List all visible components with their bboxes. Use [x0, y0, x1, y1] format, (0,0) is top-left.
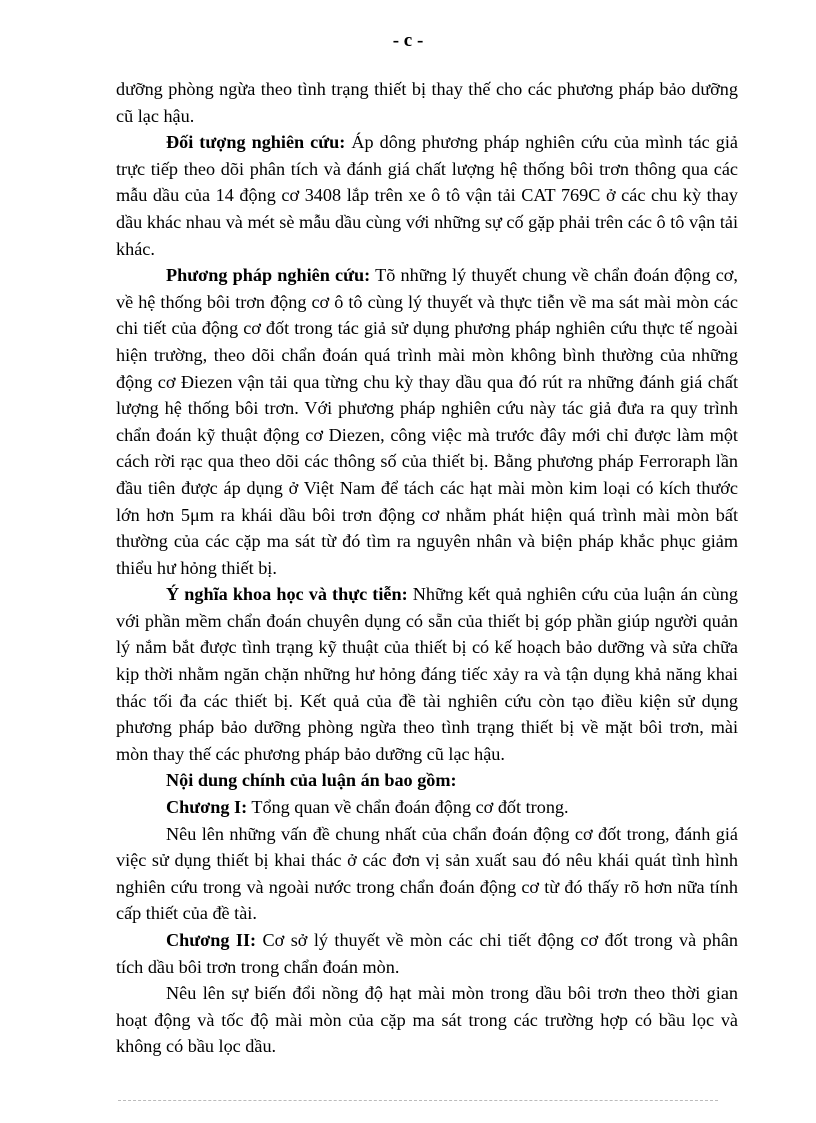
paragraph-significance — [116, 581, 738, 767]
text-research-object: Áp dông phương pháp nghiên cứu của mình tác giả trực tiếp theo dõi phân tích và đánh giá chất lượng hệ thống bôi trơn thông qua các mẫu dầu của 14 động cơ 3408 lắp trên xe ô tô vận tải CAT 769C ở các chu kỳ thay dầu khác nhau và mét sè mẫu dầu cùng với những sự cố gặp phải trên các ô tô vận tải khác. — [116, 132, 738, 259]
heading-chapter-2: Chương II: — [166, 930, 257, 950]
paragraph-chapter-1-title — [116, 794, 738, 821]
paragraph-research-method — [116, 262, 738, 581]
heading-research-object: Đối tượng nghiên cứu: — [166, 132, 346, 153]
text-research-method: Tõ những lý thuyết chung về chẩn đoán động cơ, về hệ thống bôi trơn động cơ ô tô cùng lý thuyết và thực tiễn về ma sát mài mòn các chi tiết của động cơ đốt trong tác giả sử dụng phương pháp nghiên cứu thực tế ngoài hiện trường, theo dõi chẩn đoán quá trình mài mòn không bình thường của những động cơ Điezen vận tải qua từng chu kỳ thay dầu qua đó rút ra những đánh giá chất lượng hệ thống bôi trơn. Với phương pháp nghiên cứu này tác giả đưa ra quy trình chẩn đoán kỹ thuật động cơ Diezen, công việc mà trước đây mới chỉ được làm một cách rời rạc qua theo dõi các thông số của thiết bị. Bằng phương pháp Ferroraph lần đầu tiên được áp dụng ở Việt Nam để tách các hạt mài mòn kim loại có kích thước lớn hơn 5μm ra khái dầu bôi trơn động cơ nhằm phát hiện quá trình mài mòn bất thường của các cặp ma sát từ đó tìm ra nguyên nhân và biện pháp khắc phục giảm thiểu hư hỏng thiết bị. — [116, 265, 738, 578]
heading-significance: Ý nghĩa khoa học và thực tiễn: — [166, 584, 408, 605]
text-significance: Những kết quả nghiên cứu của luận án cùng với phần mềm chẩn đoán chuyên dụng có sẵn của thiết bị góp phần giúp người quản lý nắm bắt được tình trạng kỹ thuật của thiết bị có kế hoạch bảo dưỡng và sửa chữa kịp thời nhằm ngăn chặn những hư hỏng đáng tiếc xảy ra và tận dụng khả năng khai thác tối đa các thiết bị. Kết quả của đề tài nghiên cứu còn tạo điều kiện sử dụng phương pháp bảo dưỡng phòng ngừa theo tình trạng thiết bị về mặt bôi trơn, mài mòn thay thế các phương pháp bảo dưỡng cũ lạc hậu. — [116, 584, 738, 764]
text-chapter-1-title: Tổng quan về chẩn đoán động cơ đốt trong. — [247, 797, 569, 818]
page-number: - c - — [392, 30, 424, 51]
paragraph-research-object — [116, 129, 738, 262]
document-body — [116, 76, 738, 1060]
paragraph-chapter-2-description: Nêu lên sự biến đổi nồng độ hạt mài mòn trong dầu bôi trơn theo thời gian hoạt động và tốc độ mài mòn của cặp ma sát trong các trường hợp có bầu lọc và không có bầu lọc dầu. — [116, 983, 738, 1057]
paragraph-chapter-1-description: Nêu lên những vấn đề chung nhất của chẩn đoán động cơ đốt trong, đánh giá việc sử dụng thiết bị khai thác ở các đơn vị sản xuất sau đó nêu khái quát tình hình nghiên cứu trong và ngoài nước trong chẩn đoán động cơ từ đó thấy rõ hơn nữa tính cấp thiết của đề tài. — [116, 823, 738, 924]
text-chapter-2-title: Cơ sở lý thuyết về mòn các chi tiết động cơ đốt trong và phân tích dầu bôi trơn trong chẩn đoán mòn. — [116, 930, 739, 977]
paragraph-chapter-2-title — [116, 927, 738, 980]
footer-divider — [118, 1100, 718, 1102]
heading-research-method: Phương pháp nghiên cứu: — [166, 265, 371, 286]
heading-main-content: Nội dung chính của luận án bao gồm: — [166, 770, 457, 791]
heading-chapter-1: Chương I: — [166, 797, 248, 818]
paragraph-continuation: dưỡng phòng ngừa theo tình trạng thiết bị thay thế cho các phương pháp bảo dưỡng cũ lạc hậu. — [116, 79, 738, 126]
